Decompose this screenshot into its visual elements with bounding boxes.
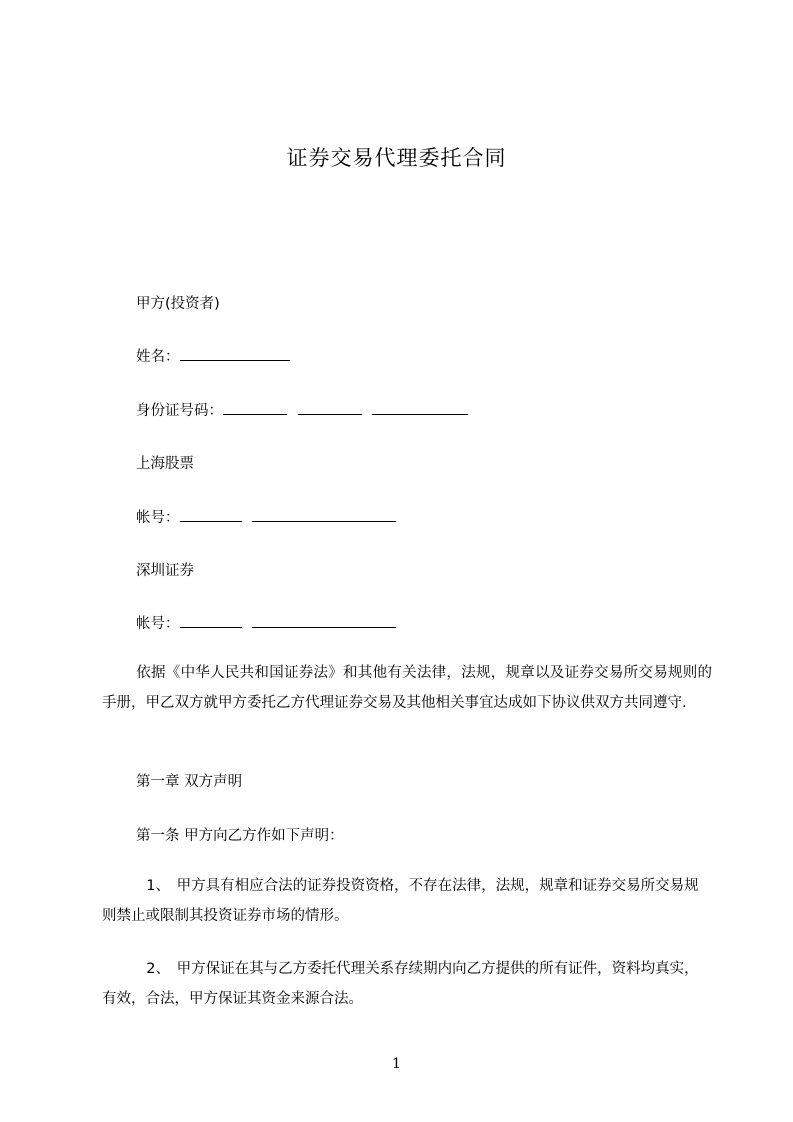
id-blank-3: [372, 400, 468, 415]
shenzhen-account-row: [136, 612, 396, 633]
party-a-heading: 甲方(投资者): [136, 296, 220, 312]
intro-paragraph: [102, 658, 712, 718]
shenzhen-heading: 深圳证券: [136, 563, 194, 579]
item-number: 2、: [146, 961, 170, 977]
chapter-heading: 第一章 双方声明: [136, 774, 243, 790]
contract-title: 证券交易代理委托合同: [286, 146, 507, 170]
shanghai-heading: 上海股票: [136, 456, 194, 472]
article-heading: 第一条 甲方向乙方作如下声明：: [136, 828, 344, 844]
id-blank-1: [223, 400, 287, 415]
item-number: 1、: [146, 878, 170, 894]
intro-text: 依据《中华人民共和国证券法》和其他有关法律，法规，规章以及证券交易所交易规则的手册，甲乙双方就甲方委托乙方代理证券交易及其他相关事宜达成如下协议供双方共同遵守.: [102, 665, 712, 711]
item-text: 甲方具有相应合法的证券投资资格，不存在法律，法规，规章和证券交易所交易规则禁止或限制其投资证券市场的情形。: [102, 878, 699, 924]
list-item: [102, 954, 712, 1014]
account-blank-1: [180, 613, 242, 628]
account-blank-2: [252, 507, 396, 522]
name-label: 姓名：: [136, 349, 180, 365]
name-blank: [180, 346, 290, 361]
account-label: 帐号：: [136, 616, 180, 632]
name-field-row: [136, 345, 290, 366]
shanghai-account-row: [136, 506, 396, 527]
id-field-row: [136, 399, 468, 420]
account-blank-2: [252, 613, 396, 628]
id-label: 身份证号码：: [136, 403, 223, 419]
list-item: [102, 871, 712, 931]
page-number: 1: [392, 1056, 401, 1072]
id-blank-2: [298, 400, 362, 415]
item-text: 甲方保证在其与乙方委托代理关系存续期内向乙方提供的所有证件，资料均真实，有效，合法，甲方保证其资金来源合法。: [102, 961, 699, 1007]
account-label: 帐号：: [136, 510, 180, 526]
account-blank-1: [180, 507, 242, 522]
